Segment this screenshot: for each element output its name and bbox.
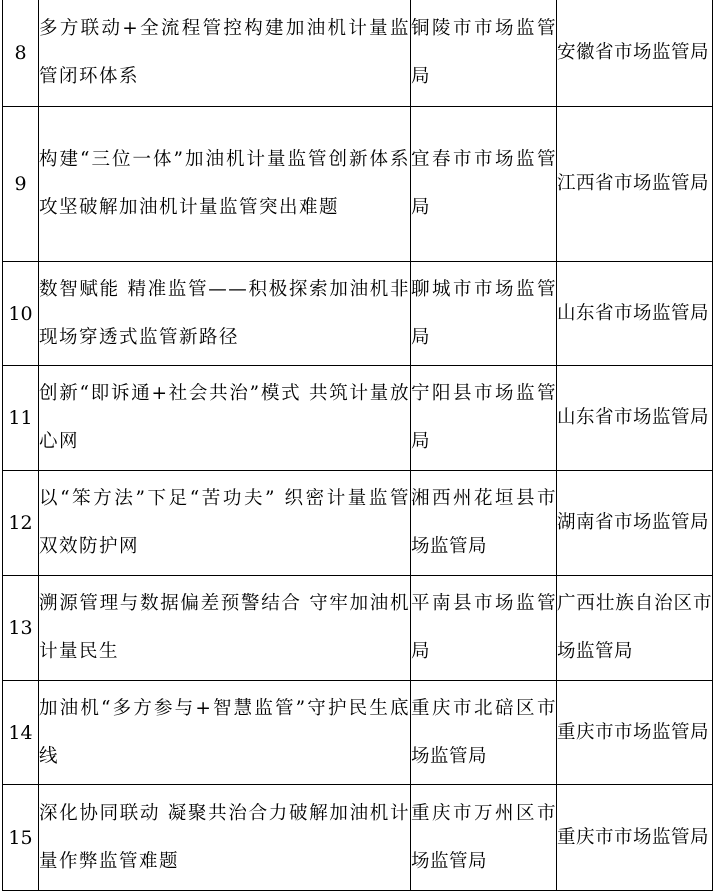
row-number: 11: [3, 366, 39, 471]
recommending-unit: 重庆市市场监管局: [557, 826, 710, 848]
case-unit: 宜春市市场监管局: [411, 149, 556, 218]
case-title: 数智赋能 精准监管——积极探索加油机非现场穿透式监管新路径: [39, 278, 410, 348]
case-title: 深化协同联动 凝聚共治合力破解加油机计量作弊监管难题: [39, 802, 410, 872]
row-number: 12: [3, 471, 39, 576]
case-unit: 平南县市场监管局: [411, 593, 556, 662]
table-row: [3, 471, 713, 576]
table-row: [3, 262, 713, 366]
recommending-unit: 安徽省市场监管局: [557, 41, 710, 63]
case-unit: 宁阳县市场监管局: [411, 383, 556, 452]
row-number: 15: [3, 785, 39, 891]
table-row: [3, 0, 713, 107]
case-title: 构建“三位一体”加油机计量监管创新体系 攻坚破解加油机计量监管突出难题: [39, 149, 410, 218]
table-row: [3, 681, 713, 785]
case-unit: 聊城市市场监管局: [411, 278, 556, 348]
table-row: [3, 107, 713, 262]
case-title: 溯源管理与数据偏差预警结合 守牢加油机计量民生: [39, 593, 410, 662]
case-unit: 重庆市万州区市场监管局: [411, 802, 556, 872]
row-number: 13: [3, 576, 39, 681]
recommending-unit: 湖南省市场监管局: [557, 512, 710, 533]
row-number: 10: [3, 262, 39, 366]
recommending-unit: 重庆市市场监管局: [557, 721, 710, 743]
row-number: 8: [3, 0, 39, 107]
recommending-unit: 广西壮族自治区市场监管局: [557, 593, 712, 662]
row-number: 9: [3, 107, 39, 262]
table-row: [3, 366, 713, 471]
table-row: [3, 785, 713, 891]
case-unit: 重庆市北碚区市场监管局: [411, 697, 556, 767]
recommending-unit: 山东省市场监管局: [557, 302, 710, 324]
case-title: 创新“即诉通+社会共治”模式 共筑计量放心网: [39, 383, 410, 452]
recommending-unit: 江西省市场监管局: [557, 173, 710, 194]
table-row: [3, 576, 713, 681]
row-number: 14: [3, 681, 39, 785]
case-title: 加油机“多方参与+智慧监管”守护民生底线: [39, 697, 410, 767]
case-title: 以“笨方法”下足“苦功夫” 织密计量监管双效防护网: [39, 488, 410, 557]
case-unit: 湘西州花垣县市场监管局: [411, 488, 556, 557]
case-table: [2, 0, 713, 891]
case-title: 多方联动+全流程管控构建加油机计量监管闭环体系: [39, 17, 410, 87]
case-unit: 铜陵市市场监管局: [411, 17, 556, 87]
recommending-unit: 山东省市场监管局: [557, 407, 710, 428]
